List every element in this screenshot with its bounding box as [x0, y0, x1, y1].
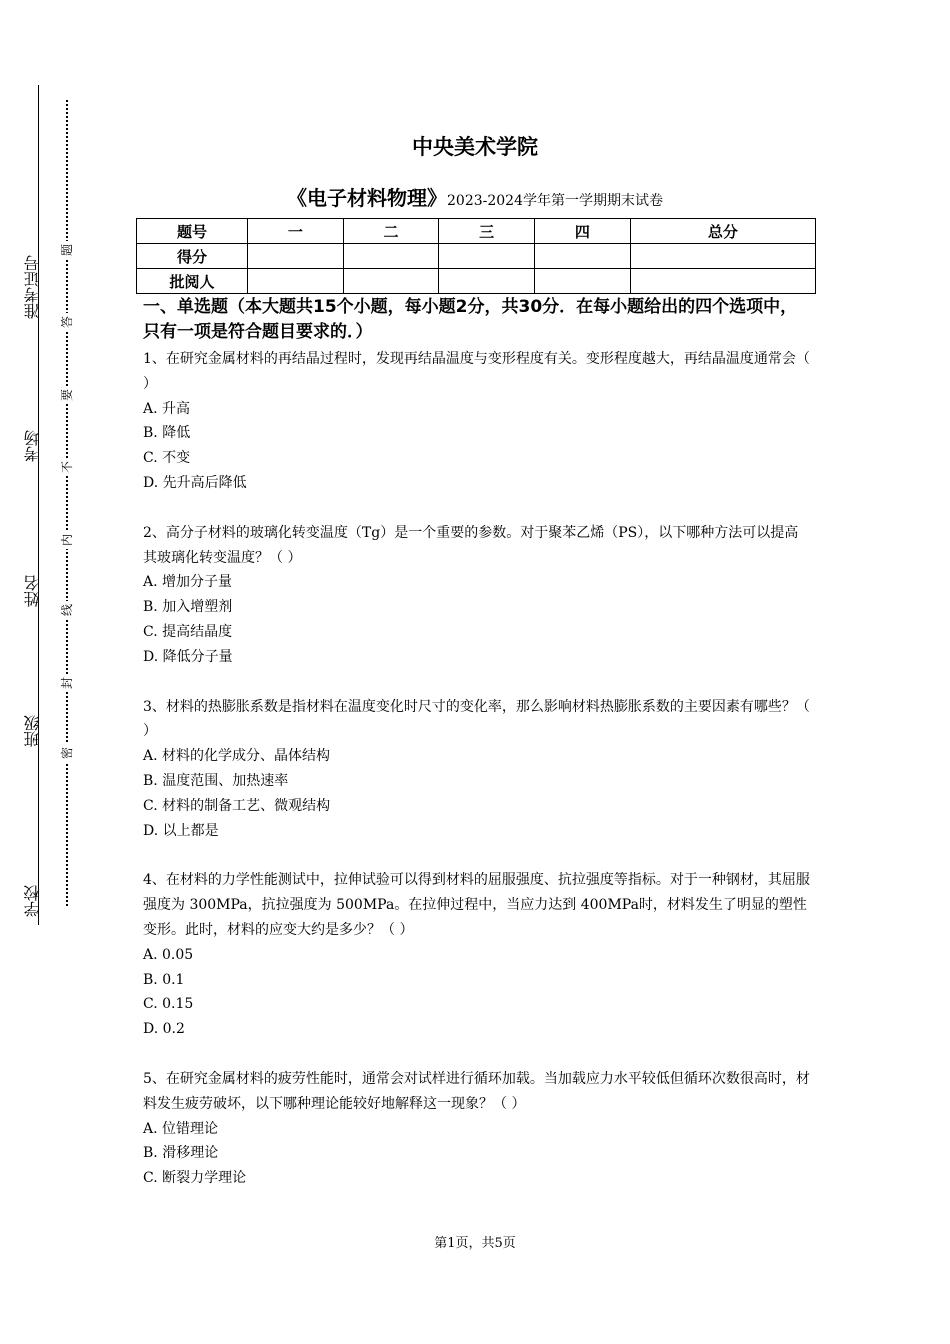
reviewer-cell — [535, 269, 631, 294]
seal-word: 不 — [60, 458, 74, 476]
score-cell — [535, 244, 631, 269]
reviewer-cell — [439, 269, 535, 294]
seal-word: 题 — [60, 241, 74, 259]
option: A. 增加分子量 — [143, 574, 233, 591]
field-name: 姓名 — [22, 575, 42, 607]
score-table — [136, 218, 816, 294]
page-number: 第1页，共5页 — [434, 1236, 516, 1251]
option: B. 滑移理论 — [143, 1145, 219, 1162]
exam-subtitle — [0, 182, 950, 211]
option: B. 0.1 — [143, 971, 185, 988]
score-table-header-row — [137, 219, 816, 244]
score-header-cell: 总分 — [630, 219, 815, 244]
exam-content — [143, 295, 811, 1216]
reviewer-row-label: 批阅人 — [137, 269, 248, 294]
score-cell — [630, 244, 815, 269]
seal-word: 要 — [60, 386, 74, 404]
seal-word: 密 — [60, 744, 74, 762]
option: C. 断裂力学理论 — [143, 1170, 247, 1187]
term-label: 2023-2024学年第一学期期末试卷 — [447, 193, 663, 209]
field-exam-number: 准考证号 — [22, 255, 42, 319]
score-header-cell: 三 — [439, 219, 535, 244]
option: D. 以上都是 — [143, 822, 219, 839]
option: B. 温度范围、加热速率 — [143, 772, 289, 789]
question-text: 1、在研究金属材料的再结晶过程时，发现再结晶温度与变形程度有关。变形程度越大，再结晶温度通常会（ ） — [143, 351, 810, 392]
question-text: 3、材料的热膨胀系数是指材料在温度变化时尺寸的变化率，那么影响材料热膨胀系数的主要因素有哪些？（ ） — [143, 698, 810, 740]
course-name: 《电子材料物理》 — [287, 186, 447, 210]
question-text: 2、高分子材料的玻璃化转变温度（Tg）是一个重要的参数。对于聚苯乙烯（PS），以下哪种方法可以提高其玻璃化转变温度？（ ） — [143, 524, 799, 566]
option: D. 0.2 — [143, 1021, 185, 1038]
score-header-cell: 四 — [535, 219, 631, 244]
score-row-label: 得分 — [137, 244, 248, 269]
option: C. 材料的制备工艺、微观结构 — [143, 797, 331, 814]
option: B. 降低 — [143, 425, 191, 442]
score-header-cell: 题号 — [137, 219, 248, 244]
score-header-cell: 二 — [343, 219, 439, 244]
seal-word: 内 — [60, 531, 74, 549]
section-title: 一、单选题（本大题共15个小题，每小题2分，共30分．在每小题给出的四个选项中，只有一项是符合题目要求的．） — [143, 297, 798, 342]
reviewer-row — [137, 269, 816, 294]
option: A. 升高 — [143, 400, 191, 417]
option: D. 降低分子量 — [143, 648, 233, 665]
question-5 — [143, 1067, 811, 1191]
question-text: 5、在研究金属材料的疲劳性能时，通常会对试样进行循环加载。当加载应力水平较低但循环次数很高时，材料发生疲劳破坏，以下哪种理论能较好地解释这一现象？（ ） — [143, 1070, 810, 1112]
seal-word: 封 — [60, 674, 74, 692]
option: A. 位错理论 — [143, 1120, 219, 1137]
option: D. 先升高后降低 — [143, 474, 247, 491]
score-row — [137, 244, 816, 269]
score-cell — [343, 244, 439, 269]
score-cell — [248, 244, 344, 269]
school-title: 中央美术学院 — [412, 135, 538, 159]
seal-dotted-line — [66, 100, 68, 906]
reviewer-cell — [248, 269, 344, 294]
question-4 — [143, 868, 811, 1042]
field-exam-room: 考场 — [22, 430, 42, 462]
field-school: 学校 — [22, 885, 42, 917]
seal-word: 答 — [60, 313, 74, 331]
binding-line — [38, 85, 39, 925]
reviewer-cell — [630, 269, 815, 294]
question-text: 4、在材料的力学性能测试中，拉伸试验可以得到材料的屈服强度、抗拉强度等指标。对于一种钢材，其屈服强度为 300MPa，抗拉强度为 500MPa。在拉伸过程中，当应力达到 400MPa时，材料发生了明显的塑性变形。此时，材料的应变大约是多少？（ ） — [143, 872, 810, 938]
question-3 — [143, 695, 811, 844]
option: C. 提高结晶度 — [143, 623, 233, 640]
option: C. 0.15 — [143, 996, 194, 1013]
score-cell — [439, 244, 535, 269]
reviewer-cell — [343, 269, 439, 294]
question-2 — [143, 521, 811, 670]
field-class: 班级 — [22, 715, 42, 747]
option: A. 0.05 — [143, 946, 194, 963]
option: A. 材料的化学成分、晶体结构 — [143, 748, 331, 765]
option: C. 不变 — [143, 450, 191, 467]
score-header-cell: 一 — [248, 219, 344, 244]
question-1 — [143, 347, 811, 496]
option: B. 加入增塑剂 — [143, 599, 233, 616]
seal-word: 线 — [60, 601, 74, 619]
